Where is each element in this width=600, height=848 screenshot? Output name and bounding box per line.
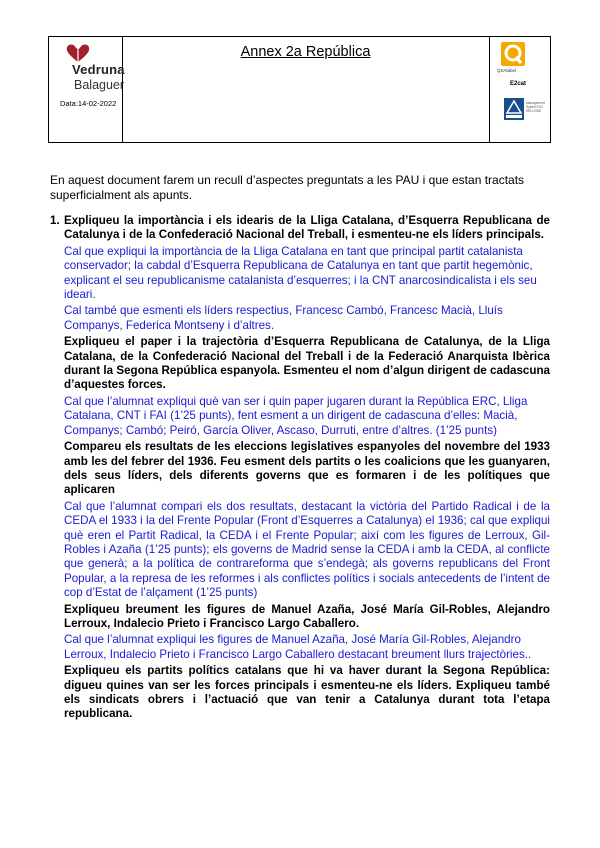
answer-guideline: Cal que expliqui la importància de la Lliga Catalana en tant que principal partit catalanista conservador; la cabdal d’Esquerra Republicana de Catalunya en tant que partit hegemònic, explicant el seu republicanisme catalanista d’esquerres; i la CNT anarcosindicalista i els seu ideari.: [64, 244, 537, 302]
tuv-certification-icon: [504, 98, 524, 120]
header-cert-cell: [489, 37, 550, 142]
quality-logo-icon: [499, 41, 527, 67]
header-title-cell: [122, 37, 490, 142]
page-title: Annex 2a República: [240, 44, 371, 60]
answer-guideline: Cal que l’alumnat expliqui les figures de Manuel Azaña, José María Gil-Robles, Alejandro Lerroux, Indalecio Prieto i Francisco Largo Caballero destacant breument llurs trajectòries..: [64, 633, 532, 661]
question-text: Compareu els resultats de les eleccions legislatives espanyoles del novembre del 1933 amb les del febrer del 1936. Feu esment dels partits o les coalicions que les guanyaren, dels seus líders, dels diferents governs que es formaren i de les polítiques que aplicaren: [64, 440, 550, 497]
question-list: [50, 214, 550, 724]
answer-guideline: Cal també que esmenti els líders respectius, Francesc Cambó, Francesc Macià, Lluís Companys, Federica Montseny i d’altres.: [64, 304, 503, 332]
heart-logo-icon: [65, 42, 91, 64]
document-date: Data:14-02-2022: [60, 99, 117, 108]
question-3: [50, 440, 550, 498]
intro-paragraph: En aquest document farem un recull d’aspectes preguntats a les PAU i que estan tractats superficialment als apunts.: [50, 173, 525, 202]
question-text: Expliqueu la importància i els idearis de la Lliga Catalana, d’Esquerra Republicana de Catalunya i de la Confederació Nacional del Treball, i esmenteu-ne els líders principals.: [64, 214, 550, 242]
question-1: [50, 214, 550, 243]
brand-name: Vedruna: [72, 62, 125, 77]
question-5: [50, 664, 550, 722]
header-logo-cell: [49, 37, 123, 142]
question-4: [50, 603, 550, 632]
brand-place: Balaguer: [74, 78, 125, 92]
question-text: Expliqueu breument les figures de Manuel Azaña, José María Gil-Robles, Alejandro Lerroux, Indalecio Prieto i Francisco Largo Caballero.: [64, 602, 550, 630]
answer-guideline: Cal que l’alumnat expliqui què van ser i quin paper jugaren durant la República ERC, Lliga Catalana, CNT i FAI (1’25 punts), fent esment a un dirigent de cadascuna d’elles: Macià, Companys; Cambó; Peiró, García Oliver, Ascaso, Durruti, entre d’altres. (1’25 punts): [64, 394, 528, 437]
question-2: [50, 335, 550, 393]
question-text: Expliqueu el paper i la trajectòria d’Esquerra Republicana de Catalunya, de la Lliga Catalana, de la Confederació Nacional del Treball i de la Federació Anarquista Ibèrica durant la Segona República espanyola. Esmenteu el nom d’algun dirigent de cadascuna d’aquestes forces.: [64, 335, 550, 392]
question-text: Expliqueu els partits polítics catalans que hi va haver durant la Segona República: digueu quines van ser les forces principals i esmenteu-ne els líders. Expliqueu també els sindicats obrers i l’actuació que van tenir a Catalunya durant tota l’etapa republicana.: [64, 664, 550, 721]
cert-code: E2cat: [510, 81, 527, 87]
cert-label: QSAlabel: [497, 68, 517, 73]
question-number: 1.: [50, 214, 60, 227]
tuv-text: Management System ISO 9001:2008: [526, 101, 545, 113]
document-header: [48, 36, 551, 143]
answer-guideline: Cal que l’alumnat compari els dos resultats, destacant la victòria del Partido Radical i de la CEDA el 1933 i la del Frente Popular (Front d’Esquerres a Catalunya) el 1936; cal que expliqui què eren el Partit Radical, la CEDA i el Frente Popular; així com les figures de Lerroux, Gil-Robles i Azaña (1’25 punts); els governs de Madrid sense la CEDA i amb la CEDA, al conflicte que generà; a la política de contrareforma que s’endegà; als governs republicans del Front Popular, a la represa de les reformes i als conflictes polítics i socials antecedents de l’intent de cop d’Estat de l’alçament (1’25 punts): [64, 499, 550, 600]
